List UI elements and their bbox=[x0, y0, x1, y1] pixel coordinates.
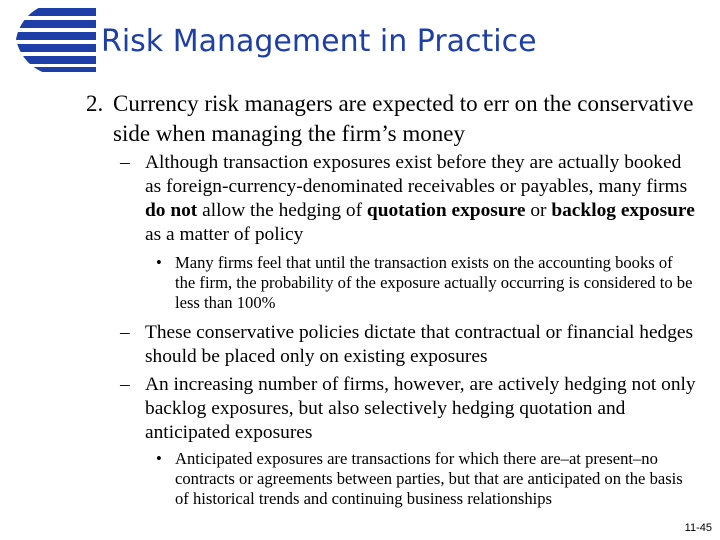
sub-point-2 bbox=[120, 321, 700, 369]
sub-bullet-2 bbox=[156, 449, 696, 509]
sub-point-2-text: These conservative policies dictate that contractual or financial hedges should be placed only on existing exposures bbox=[145, 322, 694, 367]
round-bullet: • bbox=[156, 253, 162, 272]
text-run: as a matter of policy bbox=[145, 224, 304, 245]
sub-bullet-2-text: Anticipated exposures are transactions for which there are–at present–no contracts or agreements between parties, but that are anticipated on the basis of historical trends and continuing business relationships bbox=[175, 449, 683, 508]
blue-stripes-logo-icon bbox=[16, 6, 96, 72]
text-run: Although transaction exposures exist before they are actually booked as foreign-currency-denominated receivables or payables, many firms bbox=[145, 152, 688, 197]
sub-point-3 bbox=[120, 373, 700, 445]
sub-point-1-text bbox=[120, 151, 700, 247]
main-point bbox=[86, 89, 696, 149]
bold-run: quotation exposure bbox=[366, 200, 526, 221]
text-run: or bbox=[525, 200, 552, 221]
bold-run: do not bbox=[145, 200, 198, 221]
bold-run: backlog exposure bbox=[551, 200, 695, 221]
dash-bullet: – bbox=[120, 374, 130, 395]
slide-title: Risk Management in Practice bbox=[101, 24, 537, 59]
point-text: Currency risk managers are expected to err on the conservative side when managing the firm’s money bbox=[113, 91, 694, 146]
dash-bullet: – bbox=[120, 152, 130, 173]
sub-bullet-1-text: Many firms feel that until the transaction exists on the accounting books of the firm, the probability of the exposure actually occurring is considered to be less than 100% bbox=[175, 253, 693, 312]
sub-bullet-1 bbox=[156, 253, 696, 313]
point-number: 2. bbox=[86, 91, 104, 116]
text-run: allow the hedging of bbox=[197, 200, 367, 221]
page-number: 11-45 bbox=[684, 522, 712, 534]
sub-point-3-text: An increasing number of firms, however, are actively hedging not only backlog exposures, but also selectively hedging quotation and anticipated exposures bbox=[145, 374, 696, 443]
sub-point-1 bbox=[120, 151, 700, 247]
round-bullet: • bbox=[156, 449, 162, 468]
dash-bullet: – bbox=[120, 322, 130, 343]
